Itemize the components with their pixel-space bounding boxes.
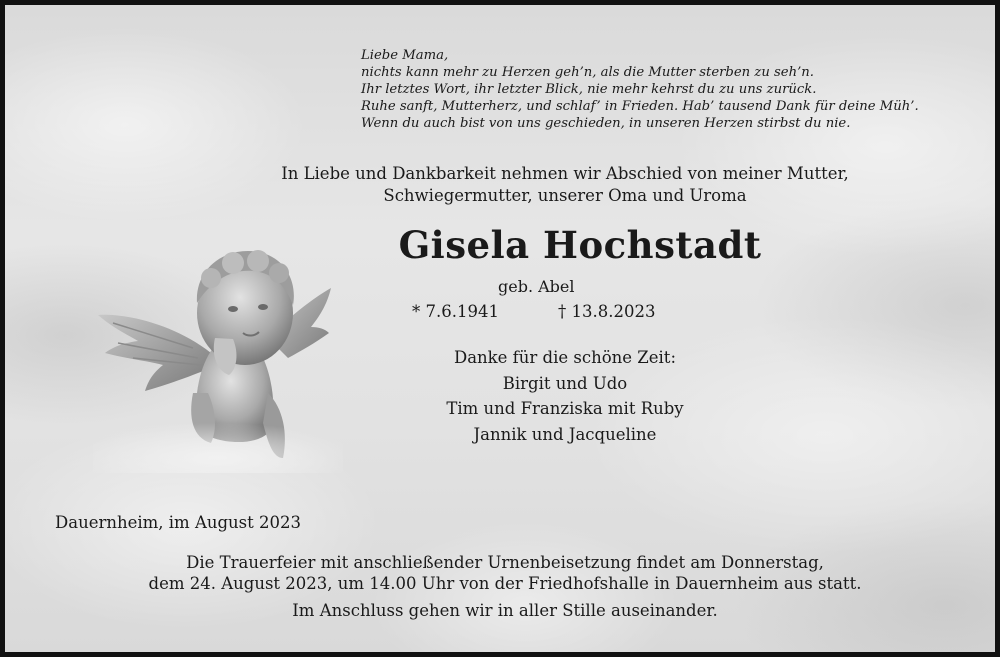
thanks-heading: Danke für die schöne Zeit: <box>453 348 677 367</box>
mourner-names: Birgit und Udo <box>502 373 628 393</box>
ceremony-info <box>5 552 1000 621</box>
birth-date: * 7.6.1941 <box>412 302 499 321</box>
birth-name: geb. Abel <box>498 277 575 296</box>
intro-line: Schwiegermutter, unserer Oma und Uroma <box>383 186 747 205</box>
ceremony-line: Im Anschluss gehen wir in aller Stille auseinander. <box>292 601 718 620</box>
poem-line: Wenn du auch bist von uns geschieden, in unseren Herzen stirbst du nie. <box>361 116 851 131</box>
mourner-names: Jannik und Jacqueline <box>473 424 657 444</box>
deceased-name: Gisela Hochstadt <box>398 223 762 267</box>
angel-figure-image <box>93 243 343 473</box>
intro-text <box>5 163 1000 207</box>
poem-line: Ruhe sanft, Mutterherz, und schlaf’ in Frieden. Hab’ tausend Dank für deine Müh’. <box>361 99 919 114</box>
poem <box>361 47 919 132</box>
ceremony-line: dem 24. August 2023, um 14.00 Uhr von der Friedhofshalle in Dauernheim aus statt. <box>148 574 862 593</box>
poem-line: Ihr letztes Wort, ihr letzter Blick, nie mehr kehrst du zu uns zurück. <box>361 82 817 97</box>
place-date: Dauernheim, im August 2023 <box>55 513 302 532</box>
death-date: † 13.8.2023 <box>558 302 656 321</box>
poem-line: Liebe Mama, <box>361 48 449 63</box>
thanks-block <box>360 345 770 447</box>
intro-line: In Liebe und Dankbarkeit nehmen wir Abschied von meiner Mutter, <box>281 164 849 183</box>
mourner-names: Tim und Franziska mit Ruby <box>446 399 684 418</box>
poem-line: nichts kann mehr zu Herzen geh’n, als die Mutter sterben zu seh’n. <box>361 65 814 80</box>
ceremony-line: Die Trauerfeier mit anschließender Urnenbeisetzung findet am Donnerstag, <box>186 553 824 572</box>
